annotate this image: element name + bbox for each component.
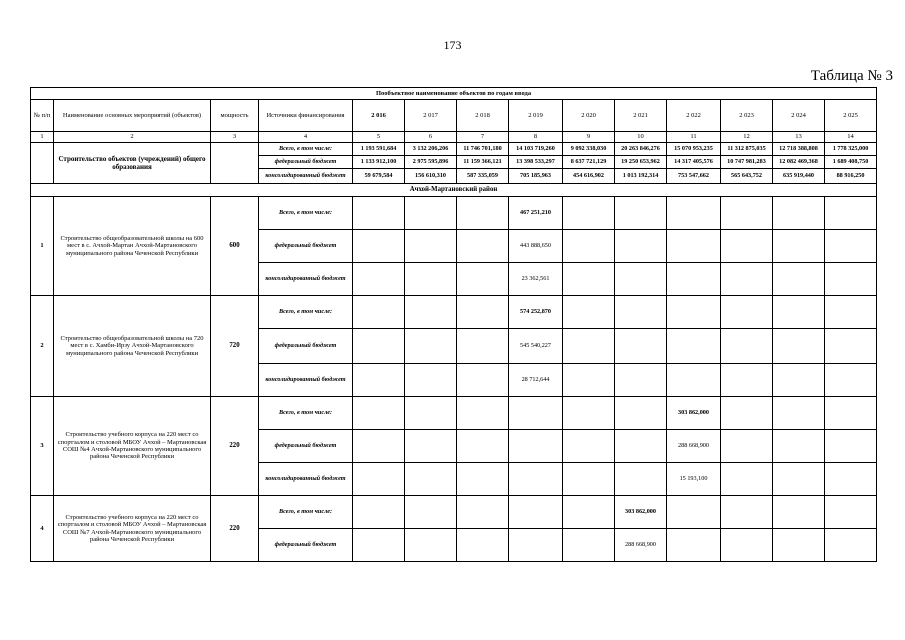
amount-cell: 28 712,644 [509,364,563,397]
index-cell: 9 [563,132,615,143]
object-no: 4 [31,496,54,562]
amount-cell [353,463,405,496]
object-no: 3 [31,397,54,496]
investment-table [30,87,877,562]
amount-cell: 288 668,900 [667,430,721,463]
object-no: 2 [31,296,54,397]
amount-cell [825,197,877,230]
amount-cell [773,296,825,329]
amount-cell: 15 070 953,235 [667,143,721,156]
amount-cell: 1 778 325,000 [825,143,877,156]
amount-cell [563,230,615,263]
object-row [31,197,877,230]
amount-cell [615,397,667,430]
amount-cell [457,364,509,397]
amount-cell [563,529,615,562]
amount-cell: 11 312 875,035 [721,143,773,156]
amount-cell [721,529,773,562]
funding-source: федеральный бюджет [259,329,353,364]
funding-source: федеральный бюджет [259,156,353,169]
amount-cell [457,496,509,529]
amount-cell [509,430,563,463]
amount-cell [509,397,563,430]
amount-cell: 14 317 405,576 [667,156,721,169]
amount-cell [773,496,825,529]
index-cell: 11 [667,132,721,143]
amount-cell: 545 540,227 [509,329,563,364]
amount-cell: 288 668,900 [615,529,667,562]
amount-cell: 303 862,000 [615,496,667,529]
amount-cell: 15 193,100 [667,463,721,496]
amount-cell [405,529,457,562]
amount-cell [353,364,405,397]
index-cell: 6 [405,132,457,143]
amount-cell [773,197,825,230]
index-cell: 8 [509,132,563,143]
header-col-capacity: мощность [211,100,259,132]
amount-cell [405,496,457,529]
amount-cell: 443 888,650 [509,230,563,263]
amount-cell [825,329,877,364]
amount-cell: 23 362,561 [509,263,563,296]
amount-cell [563,430,615,463]
funding-source: консолидированный бюджет [259,463,353,496]
amount-cell [563,329,615,364]
amount-cell [615,329,667,364]
header-col-no: № п/п [31,100,54,132]
header-row [31,100,877,132]
amount-cell: 9 092 338,030 [563,143,615,156]
summary-no-cell [31,143,54,184]
amount-cell: 156 610,310 [405,169,457,184]
amount-cell [457,529,509,562]
amount-cell [667,329,721,364]
object-name: Строительство общеобразовательной школы на 600 мест в с. Ачхой-Мартан Ачхой-Мартановского муниципального района Чеченской Республики [54,197,211,296]
amount-cell: 14 103 719,260 [509,143,563,156]
amount-cell [667,263,721,296]
amount-cell [457,329,509,364]
amount-cell [825,230,877,263]
index-cell: 4 [259,132,353,143]
amount-cell [353,329,405,364]
funding-source: Всего, в том числе: [259,496,353,529]
amount-cell [773,329,825,364]
header-year: 2 017 [405,100,457,132]
funding-source: Всего, в том числе: [259,197,353,230]
amount-cell [773,397,825,430]
amount-cell: 20 263 846,276 [615,143,667,156]
amount-cell: 3 132 206,206 [405,143,457,156]
object-no: 1 [31,197,54,296]
page-number: 173 [443,38,462,52]
header-year: 2 020 [563,100,615,132]
amount-cell [509,529,563,562]
summary-row [31,143,877,156]
amount-cell [721,329,773,364]
amount-cell [721,364,773,397]
amount-cell: 13 398 533,297 [509,156,563,169]
amount-cell [615,263,667,296]
amount-cell [667,496,721,529]
amount-cell: 11 746 701,180 [457,143,509,156]
amount-cell [721,263,773,296]
amount-cell: 574 252,870 [509,296,563,329]
amount-cell [773,529,825,562]
amount-cell [353,529,405,562]
amount-cell: 753 547,662 [667,169,721,184]
amount-cell [825,397,877,430]
amount-cell: 303 862,000 [667,397,721,430]
amount-cell: 8 637 721,129 [563,156,615,169]
amount-cell [773,364,825,397]
amount-cell: 88 916,250 [825,169,877,184]
object-row [31,296,877,329]
amount-cell: 1 133 912,100 [353,156,405,169]
index-cell: 12 [721,132,773,143]
header-col-name: Наименование основных мероприятий (объектов) [54,100,211,132]
amount-cell: 19 250 653,962 [615,156,667,169]
object-capacity: 600 [211,197,259,296]
amount-cell [563,397,615,430]
amount-cell: 467 251,210 [509,197,563,230]
amount-cell: 454 616,902 [563,169,615,184]
amount-cell [773,230,825,263]
amount-cell [825,496,877,529]
header-col-source: Источники финансирования [259,100,353,132]
object-name: Строительство учебного корпуса на 220 мест со спортзалом и столовой МБОУ Ачхой – Мартановская СОШ №7 Ачхой-Мартановского муниципального района Чеченской Республики [54,496,211,562]
amount-cell [405,263,457,296]
amount-cell [353,197,405,230]
amount-cell [405,329,457,364]
funding-source: Всего, в том числе: [259,296,353,329]
funding-source: Всего, в том числе: [259,143,353,156]
header-year: 2 016 [353,100,405,132]
amount-cell: 1 689 408,750 [825,156,877,169]
amount-cell [721,397,773,430]
amount-cell [563,296,615,329]
amount-cell [721,463,773,496]
amount-cell [457,296,509,329]
amount-cell: 705 185,963 [509,169,563,184]
header-year: 2 025 [825,100,877,132]
amount-cell [825,263,877,296]
header-year: 2 022 [667,100,721,132]
amount-cell [405,230,457,263]
table-label: Таблица № 3 [810,68,893,84]
region-name: Ачхой-Мартановский район [31,184,877,197]
funding-source: федеральный бюджет [259,230,353,263]
amount-cell [825,364,877,397]
index-cell: 3 [211,132,259,143]
index-cell: 5 [353,132,405,143]
amount-cell [721,496,773,529]
amount-cell [509,463,563,496]
index-cell: 2 [54,132,211,143]
object-row [31,496,877,529]
funding-source: консолидированный бюджет [259,169,353,184]
funding-source: федеральный бюджет [259,430,353,463]
amount-cell [457,463,509,496]
amount-cell: 59 679,584 [353,169,405,184]
amount-cell [353,430,405,463]
amount-cell [825,463,877,496]
amount-cell [563,197,615,230]
amount-cell [667,230,721,263]
object-name: Строительство учебного корпуса на 220 мест со спортзалом и столовой МБОУ Ачхой – Мартановская СОШ №4 Ачхой-Мартановского муниципального района Чеченской Республики [54,397,211,496]
amount-cell: 587 335,059 [457,169,509,184]
amount-cell: 1 193 591,684 [353,143,405,156]
amount-cell [405,430,457,463]
amount-cell [773,263,825,296]
amount-cell [405,463,457,496]
amount-cell [353,496,405,529]
amount-cell [667,529,721,562]
funding-source: федеральный бюджет [259,529,353,562]
amount-cell [825,529,877,562]
amount-cell [721,197,773,230]
amount-cell [721,430,773,463]
amount-cell [563,364,615,397]
amount-cell [405,197,457,230]
summary-capacity-cell [211,143,259,184]
amount-cell [615,463,667,496]
amount-cell [405,296,457,329]
amount-cell [721,230,773,263]
amount-cell [825,430,877,463]
object-capacity: 220 [211,496,259,562]
amount-cell: 12 082 469,368 [773,156,825,169]
amount-cell: 1 013 192,314 [615,169,667,184]
header-year: 2 023 [721,100,773,132]
amount-cell [615,230,667,263]
amount-cell: 12 718 388,808 [773,143,825,156]
amount-cell [825,296,877,329]
amount-cell [563,496,615,529]
amount-cell [773,463,825,496]
amount-cell [773,430,825,463]
amount-cell: 10 747 981,283 [721,156,773,169]
region-row [31,184,877,197]
amount-cell [563,263,615,296]
amount-cell [509,496,563,529]
amount-cell [457,397,509,430]
header-year: 2 024 [773,100,825,132]
index-row [31,132,877,143]
amount-cell: 2 975 595,896 [405,156,457,169]
index-cell: 10 [615,132,667,143]
amount-cell [667,197,721,230]
amount-cell [615,430,667,463]
index-cell: 13 [773,132,825,143]
amount-cell [457,197,509,230]
amount-cell [353,230,405,263]
amount-cell: 11 159 366,121 [457,156,509,169]
object-capacity: 720 [211,296,259,397]
amount-cell [405,397,457,430]
amount-cell [563,463,615,496]
amount-cell: 565 643,752 [721,169,773,184]
object-row [31,397,877,430]
amount-cell [353,296,405,329]
funding-source: Всего, в том числе: [259,397,353,430]
amount-cell: 635 919,440 [773,169,825,184]
amount-cell [405,364,457,397]
header-year: 2 021 [615,100,667,132]
amount-cell [667,296,721,329]
amount-cell [615,296,667,329]
summary-name: Строительство объектов (учреждений) общего образования [54,143,211,184]
amount-cell [721,296,773,329]
amount-cell [353,263,405,296]
index-cell: 1 [31,132,54,143]
amount-cell [457,430,509,463]
amount-cell [615,364,667,397]
amount-cell [353,397,405,430]
index-cell: 14 [825,132,877,143]
funding-source: консолидированный бюджет [259,364,353,397]
header-super: Пообъектное наименование объектов по годам ввода [31,88,877,100]
funding-source: консолидированный бюджет [259,263,353,296]
amount-cell [457,230,509,263]
object-name: Строительство общеобразовательной школы на 720 мест в с. Хамби-Ирзу Ачхой-Мартановского муниципального района Чеченской Республики [54,296,211,397]
index-cell: 7 [457,132,509,143]
amount-cell [457,263,509,296]
object-capacity: 220 [211,397,259,496]
header-year: 2 018 [457,100,509,132]
amount-cell [667,364,721,397]
header-year: 2 019 [509,100,563,132]
amount-cell [615,197,667,230]
